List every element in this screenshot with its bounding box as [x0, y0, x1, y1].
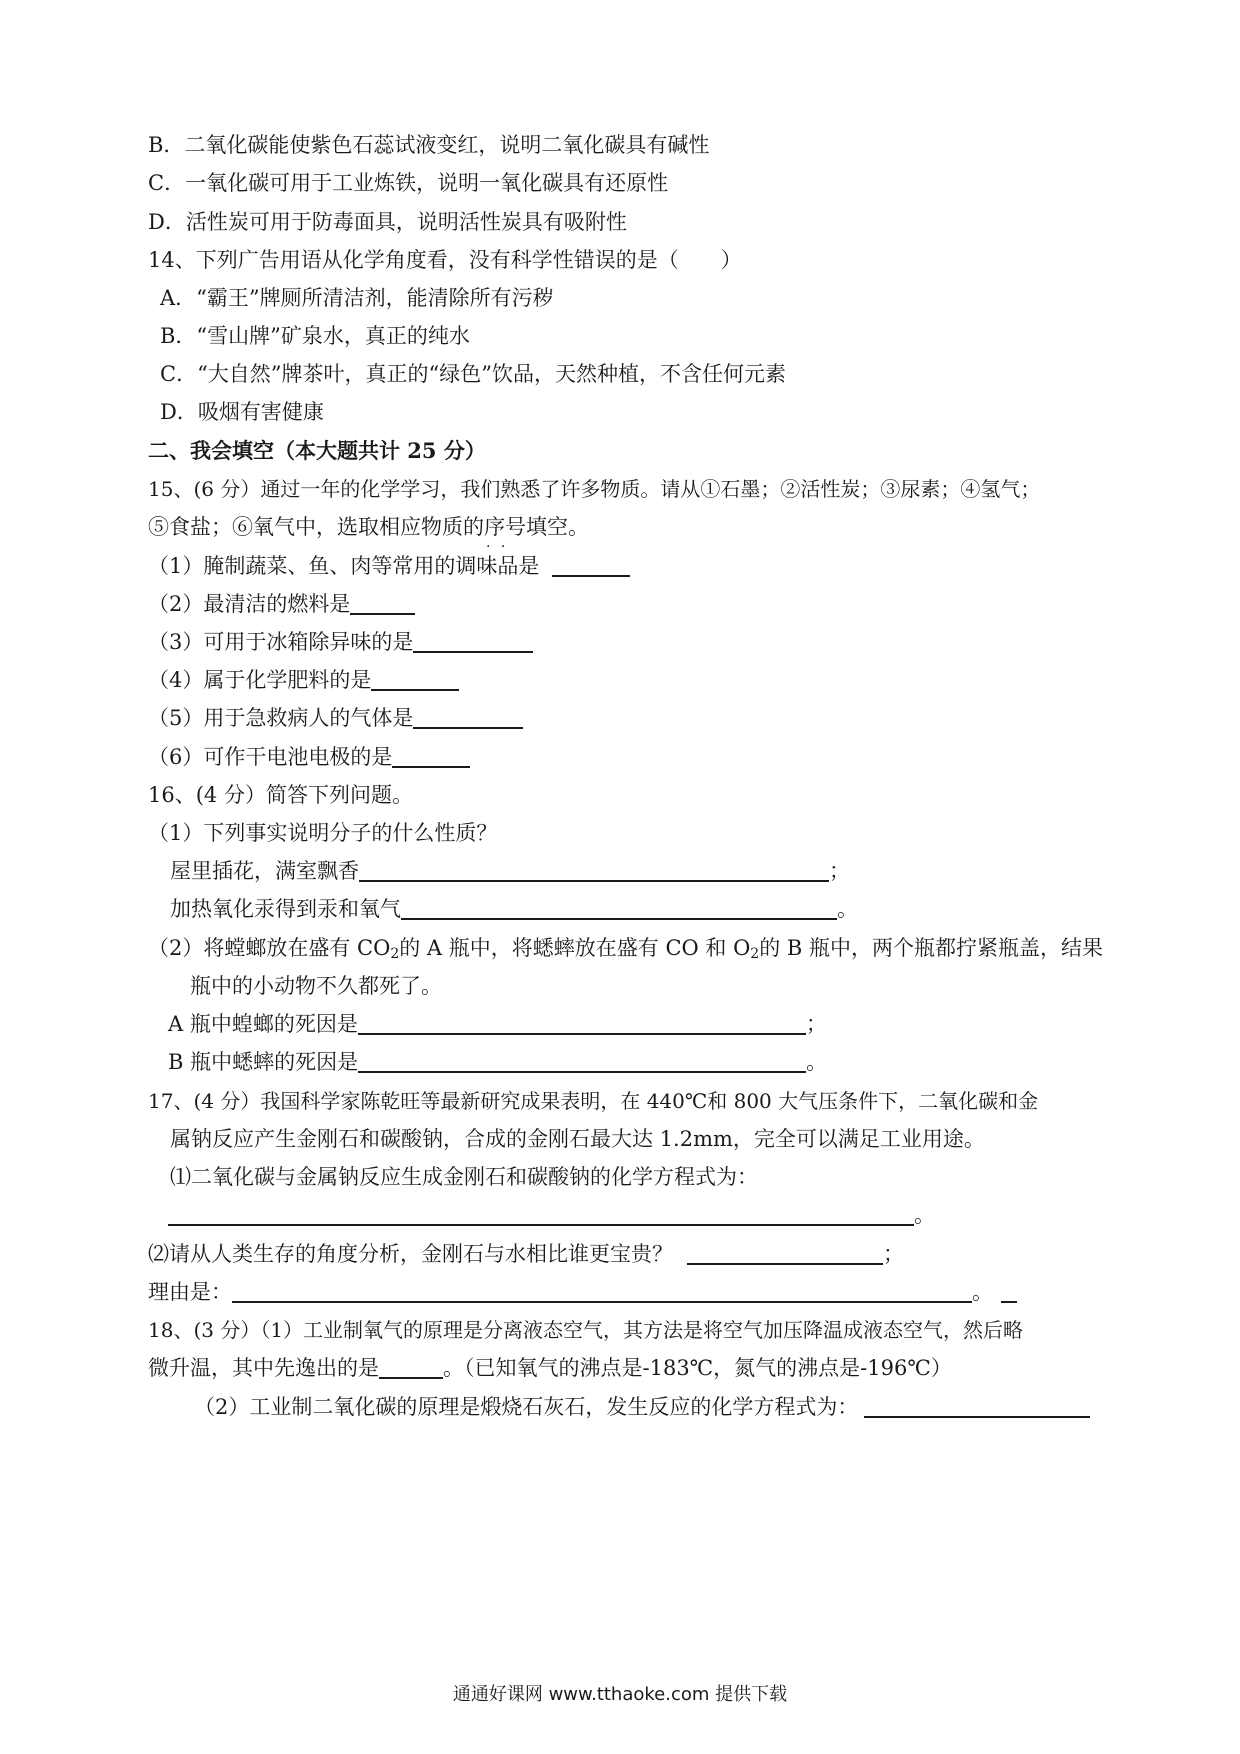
punct-period: 。 [806, 1050, 828, 1074]
q17-part1: ⑴二氧化碳与金属钠反应生成金刚石和碳酸钠的化学方程式为： [170, 1165, 758, 1189]
answer-blank[interactable] [552, 553, 630, 577]
q18-part2-label: （2）工业制二氧化碳的原理是煅烧石灰石，发生反应的化学方程式为： [194, 1395, 859, 1419]
answer-blank[interactable] [413, 705, 523, 729]
q16-bottle-label: B 瓶中蟋蟀的死因是 [168, 1050, 359, 1074]
q15-item-label: （4）属于化学肥料的是 [148, 668, 372, 692]
q15-item [148, 704, 523, 732]
q17-line2: 属钠反应产生金刚石和碳酸钠，合成的金刚石最大达 1.2mm，完全可以满足工业用途。 [170, 1127, 985, 1151]
q16-part2-text: 的 B 瓶中，两个瓶都拧紧瓶盖，结果 [759, 936, 1104, 960]
q15-stem-dotted: 序号 · · [484, 515, 526, 539]
answer-blank[interactable] [371, 667, 459, 691]
q16-bottle-label: A 瓶中蝗螂的死因是 [168, 1012, 358, 1036]
q16-stem: 16、(4 分）简答下列问题。 [148, 783, 413, 807]
q14-option-b: B．“雪山牌”矿泉水，真正的纯水 [160, 324, 470, 348]
q15-item-label: （2）最清洁的燃料是 [148, 592, 351, 616]
q15-item [148, 666, 459, 694]
q14-option-a: A．“霸王”牌厕所清洁剂，能清除所有污秽 [160, 286, 554, 310]
q15-item [148, 590, 415, 618]
q14-stem: 14、下列广告用语从化学角度看，没有科学性错误的是（ ） [148, 248, 742, 272]
subscript: 2 [750, 946, 760, 962]
q15-stem-line2 [148, 513, 589, 541]
answer-blank[interactable] [232, 1279, 972, 1303]
q16-part1: （1）下列事实说明分子的什么性质？ [148, 821, 498, 845]
answer-blank[interactable] [350, 591, 415, 615]
answer-blank[interactable] [413, 629, 533, 653]
q14-option-d: D．吸烟有害健康 [160, 400, 324, 424]
q16-part2-text: 的 A 瓶中，将蟋蟀放在盛有 CO 和 O [399, 936, 751, 960]
punct-semicolon: ； [829, 859, 850, 883]
q15-item-label: （1）腌制蔬菜、鱼、肉等常用的调味品是 [148, 554, 540, 578]
q16-part2-line2: 瓶中的小动物不久都死了。 [190, 974, 442, 998]
q16-part2-text: （2）将螳螂放在盛有 CO [148, 936, 391, 960]
q18-part2 [194, 1393, 1090, 1421]
q15-stem-line2-post: 填空。 [526, 515, 589, 539]
answer-blank[interactable] [358, 1011, 806, 1035]
subscript: 2 [390, 946, 400, 962]
answer-blank[interactable] [687, 1241, 883, 1265]
answer-blank[interactable] [1001, 1279, 1017, 1303]
q15-item-label: （3）可用于冰箱除异味的是 [148, 630, 414, 654]
q16-fact [170, 895, 858, 923]
q15-stem-line2-pre: ⑤食盐；⑥氧气中，选取相应物质的 [148, 515, 484, 539]
q17-reason-label: 理由是： [148, 1280, 232, 1304]
q15-item-label: （6）可作干电池电极的是 [148, 745, 393, 769]
q18-line1: 18、(3 分）（1）工业制氧气的原理是分离液态空气，其方法是将空气加压降温成液态空气，然后略 [148, 1318, 1024, 1342]
q17-equation-line [168, 1201, 935, 1229]
answer-blank[interactable] [392, 744, 470, 768]
q17-reason [148, 1278, 1017, 1306]
answer-blank[interactable] [358, 1049, 806, 1073]
footer-credit: 通通好课网 www.tthaoke.com 提供下载 [452, 1684, 788, 1705]
q15-item [148, 552, 630, 580]
q15-item [148, 628, 533, 656]
answer-blank[interactable] [359, 858, 829, 882]
q18-line2-b: 。（已知氧气的沸点是-183℃，氮气的沸点是-196℃） [443, 1356, 952, 1380]
q15-item [148, 743, 470, 771]
q18-line2 [148, 1354, 952, 1382]
answer-blank[interactable] [401, 896, 837, 920]
punct-period: 。 [837, 897, 858, 921]
punct-semicolon: ； [805, 1012, 827, 1036]
q16-bottle [168, 1010, 827, 1038]
q17-part2 [148, 1240, 904, 1268]
q16-fact-label: 加热氧化汞得到汞和氧气 [170, 897, 401, 921]
punct-period: 。 [972, 1280, 993, 1304]
q13-option-d: D．活性炭可用于防毒面具，说明活性炭具有吸附性 [148, 210, 627, 234]
q17-part2-label: ⑵请从人类生存的角度分析，金刚石与水相比谁更宝贵？ [148, 1242, 673, 1266]
punct-period: 。 [914, 1203, 935, 1227]
q16-fact-label: 屋里插花，满室飘香 [170, 859, 359, 883]
answer-blank[interactable] [864, 1394, 1090, 1418]
answer-blank[interactable] [379, 1355, 443, 1379]
q15-stem-line1: 15、(6 分）通过一年的化学学习，我们熟悉了许多物质。请从①石墨；②活性炭；③尿素；④氢气； [148, 477, 1041, 501]
q16-part2-line1 [148, 934, 1103, 962]
q15-item-label: （5）用于急救病人的气体是 [148, 706, 414, 730]
q13-option-c: C．一氧化碳可用于工业炼铁，说明一氧化碳具有还原性 [148, 171, 669, 195]
q13-option-b: B．二氧化碳能使紫色石蕊试液变红，说明二氧化碳具有碱性 [148, 133, 710, 157]
q14-option-c: C．“大自然”牌茶叶，真正的“绿色”饮品，天然种植，不含任何元素 [160, 362, 787, 386]
section-title: 二、我会填空（本大题共计 25 分） [148, 438, 486, 463]
answer-blank[interactable] [168, 1202, 914, 1226]
q18-line2-a: 微升温，其中先逸出的是 [148, 1356, 379, 1380]
q17-line1: 17、(4 分）我国科学家陈乾旺等最新研究成果表明，在 440℃和 800 大气压条件下，二氧化碳和金 [148, 1089, 1039, 1113]
punct-semicolon: ； [883, 1242, 904, 1266]
q16-fact [170, 857, 850, 885]
q16-bottle [168, 1048, 827, 1076]
